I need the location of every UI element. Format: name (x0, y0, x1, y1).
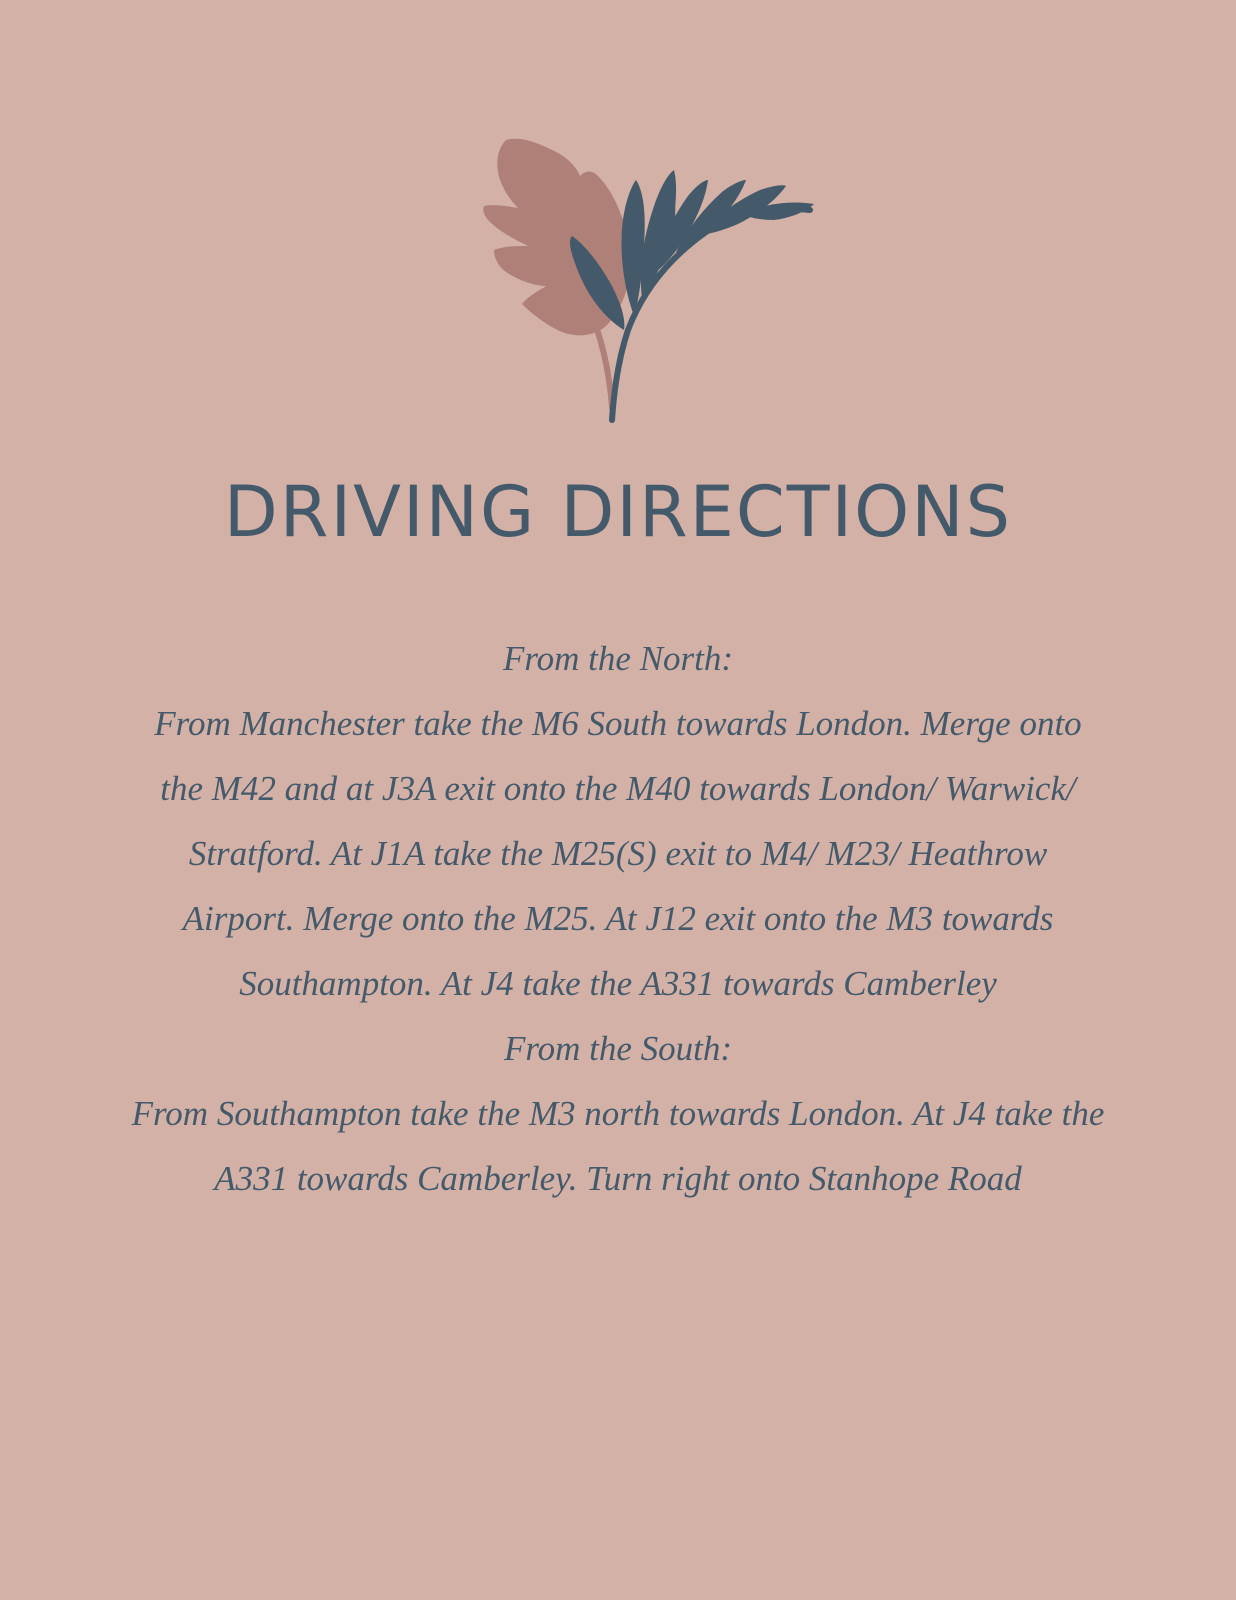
monstera-and-fern-leaf-icon (470, 130, 830, 430)
section-heading-south: From the South: (503, 1029, 733, 1068)
directions-body (130, 626, 1106, 1211)
monstera-leaf-icon (483, 139, 630, 408)
page-title: DRIVING DIRECTIONS (223, 471, 1013, 553)
section-text-south: From Southampton take the M3 north towards London. At J4 take the A331 towards Camberley. Turn right onto Stanhope Road (131, 1094, 1105, 1198)
section-text-north: From Manchester take the M6 South towards London. Merge onto the M42 and at J3A exit onto the M40 towards London/ Warwick/ Stratford. At J1A take the M25(S) exit to M4/ M23/ Heathrow Airport. Merge onto the M25. At J12 exit onto the M3 towards Southampton. At J4 take the A331 towards Camberley (154, 704, 1082, 1003)
section-heading-north: From the North: (502, 639, 734, 678)
